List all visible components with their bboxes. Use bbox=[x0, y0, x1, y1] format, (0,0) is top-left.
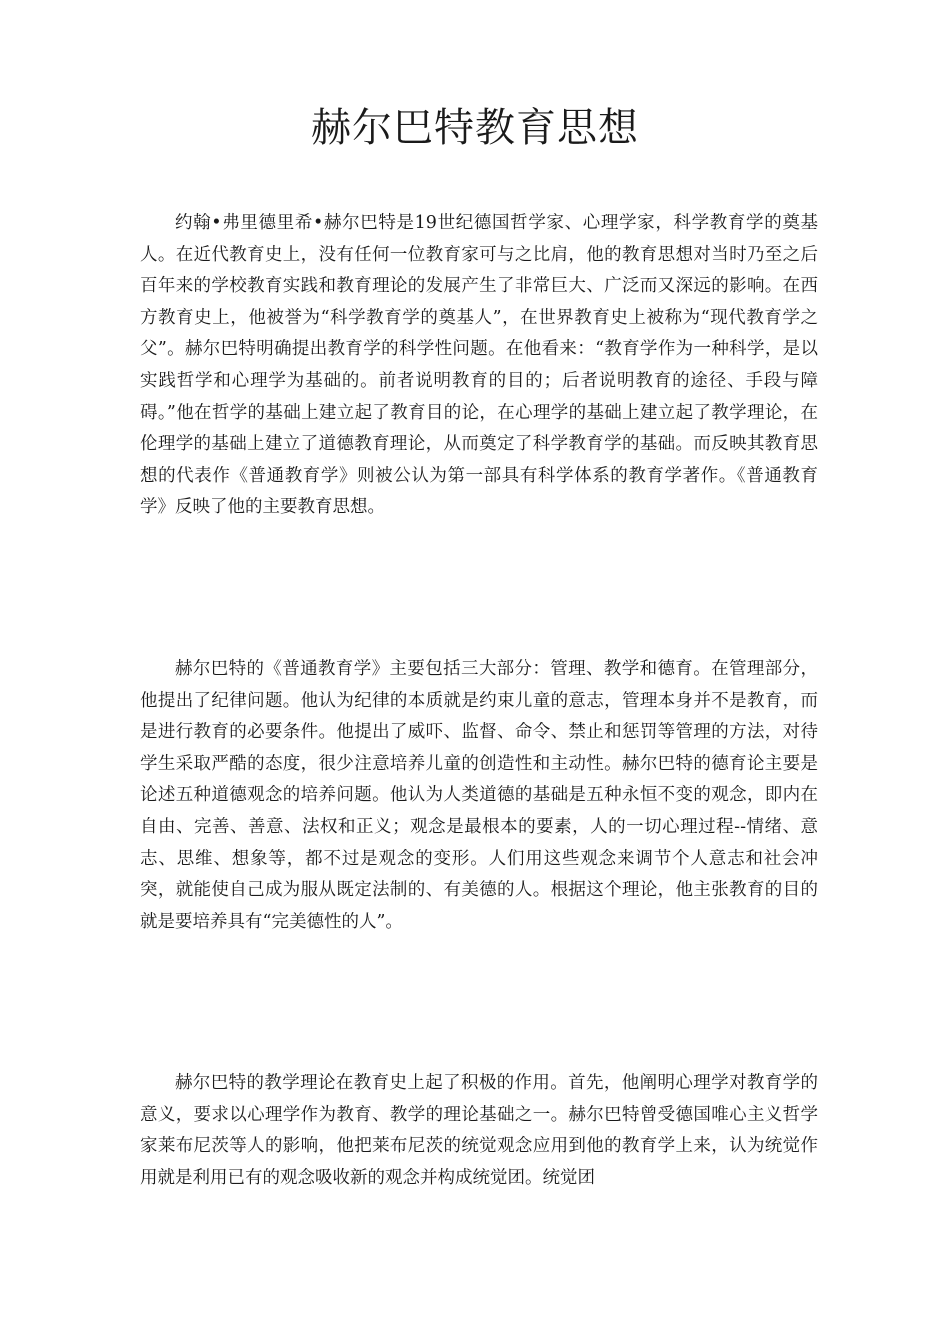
paragraph-1: 约翰•弗里德里希•赫尔巴特是19世纪德国哲学家、心理学家，科学教育学的奠基人。在近代教育史上，没有任何一位教育家可与之比肩，他的教育思想对当时乃至之后百年来的学校教育实践和教育理论的发展产生了非常巨大、广泛而又深远的影响。在西方教育史上，他被誉为“科学教育学的奠基人”，在世界教育史上被称为“现代教育学之父”。赫尔巴特明确提出教育学的科学性问题。在他看来：“教育学作为一种科学，是以实践哲学和心理学为基础的。前者说明教育的目的；后者说明教育的途径、手段与障碍。”他在哲学的基础上建立起了教育目的论，在心理学的基础上建立起了教学理论，在伦理学的基础上建立了道德教育理论，从而奠定了科学教育学的基础。而反映其教育思想的代表作《普通教育学》则被公认为第一部具有科学体系的教育学著作。《普通教育学》反映了他的主要教育思想。 bbox=[140, 213, 818, 518]
paragraph-3: 赫尔巴特的教学理论在教育史上起了积极的作用。首先，他阐明心理学对教育学的意义，要求以心理学作为教育、教学的理论基础之一。赫尔巴特曾受德国唯心主义哲学家莱布尼茨等人的影响，他把莱布尼茨的统觉观念应用到他的教育学上来，认为统觉作用就是利用已有的观念吸收新的观念并构成统觉团。统觉团 bbox=[140, 1073, 818, 1188]
paragraph-2: 赫尔巴特的《普通教育学》主要包括三大部分：管理、教学和德育。在管理部分，他提出了纪律问题。他认为纪律的本质就是约束儿童的意志，管理本身并不是教育，而是进行教育的必要条件。他提出了威吓、监督、命令、禁止和惩罚等管理的方法，对待学生采取严酷的态度，很少注意培养儿童的创造性和主动性。赫尔巴特的德育论主要是论述五种道德观念的培养问题。他认为人类道德的基础是五种永恒不变的观念，即内在自由、完善、善意、法权和正义；观念是最根本的要素，人的一切心理过程--情绪、意志、思维、想象等，都不过是观念的变形。人们用这些观念来调节个人意志和社会冲突，就能使自己成为服从既定法制的、有美德的人。根据这个理论，他主张教育的目的就是要培养具有“完美德性的人”。 bbox=[140, 659, 818, 932]
document-title: 赫尔巴特教育思想 bbox=[311, 105, 639, 151]
